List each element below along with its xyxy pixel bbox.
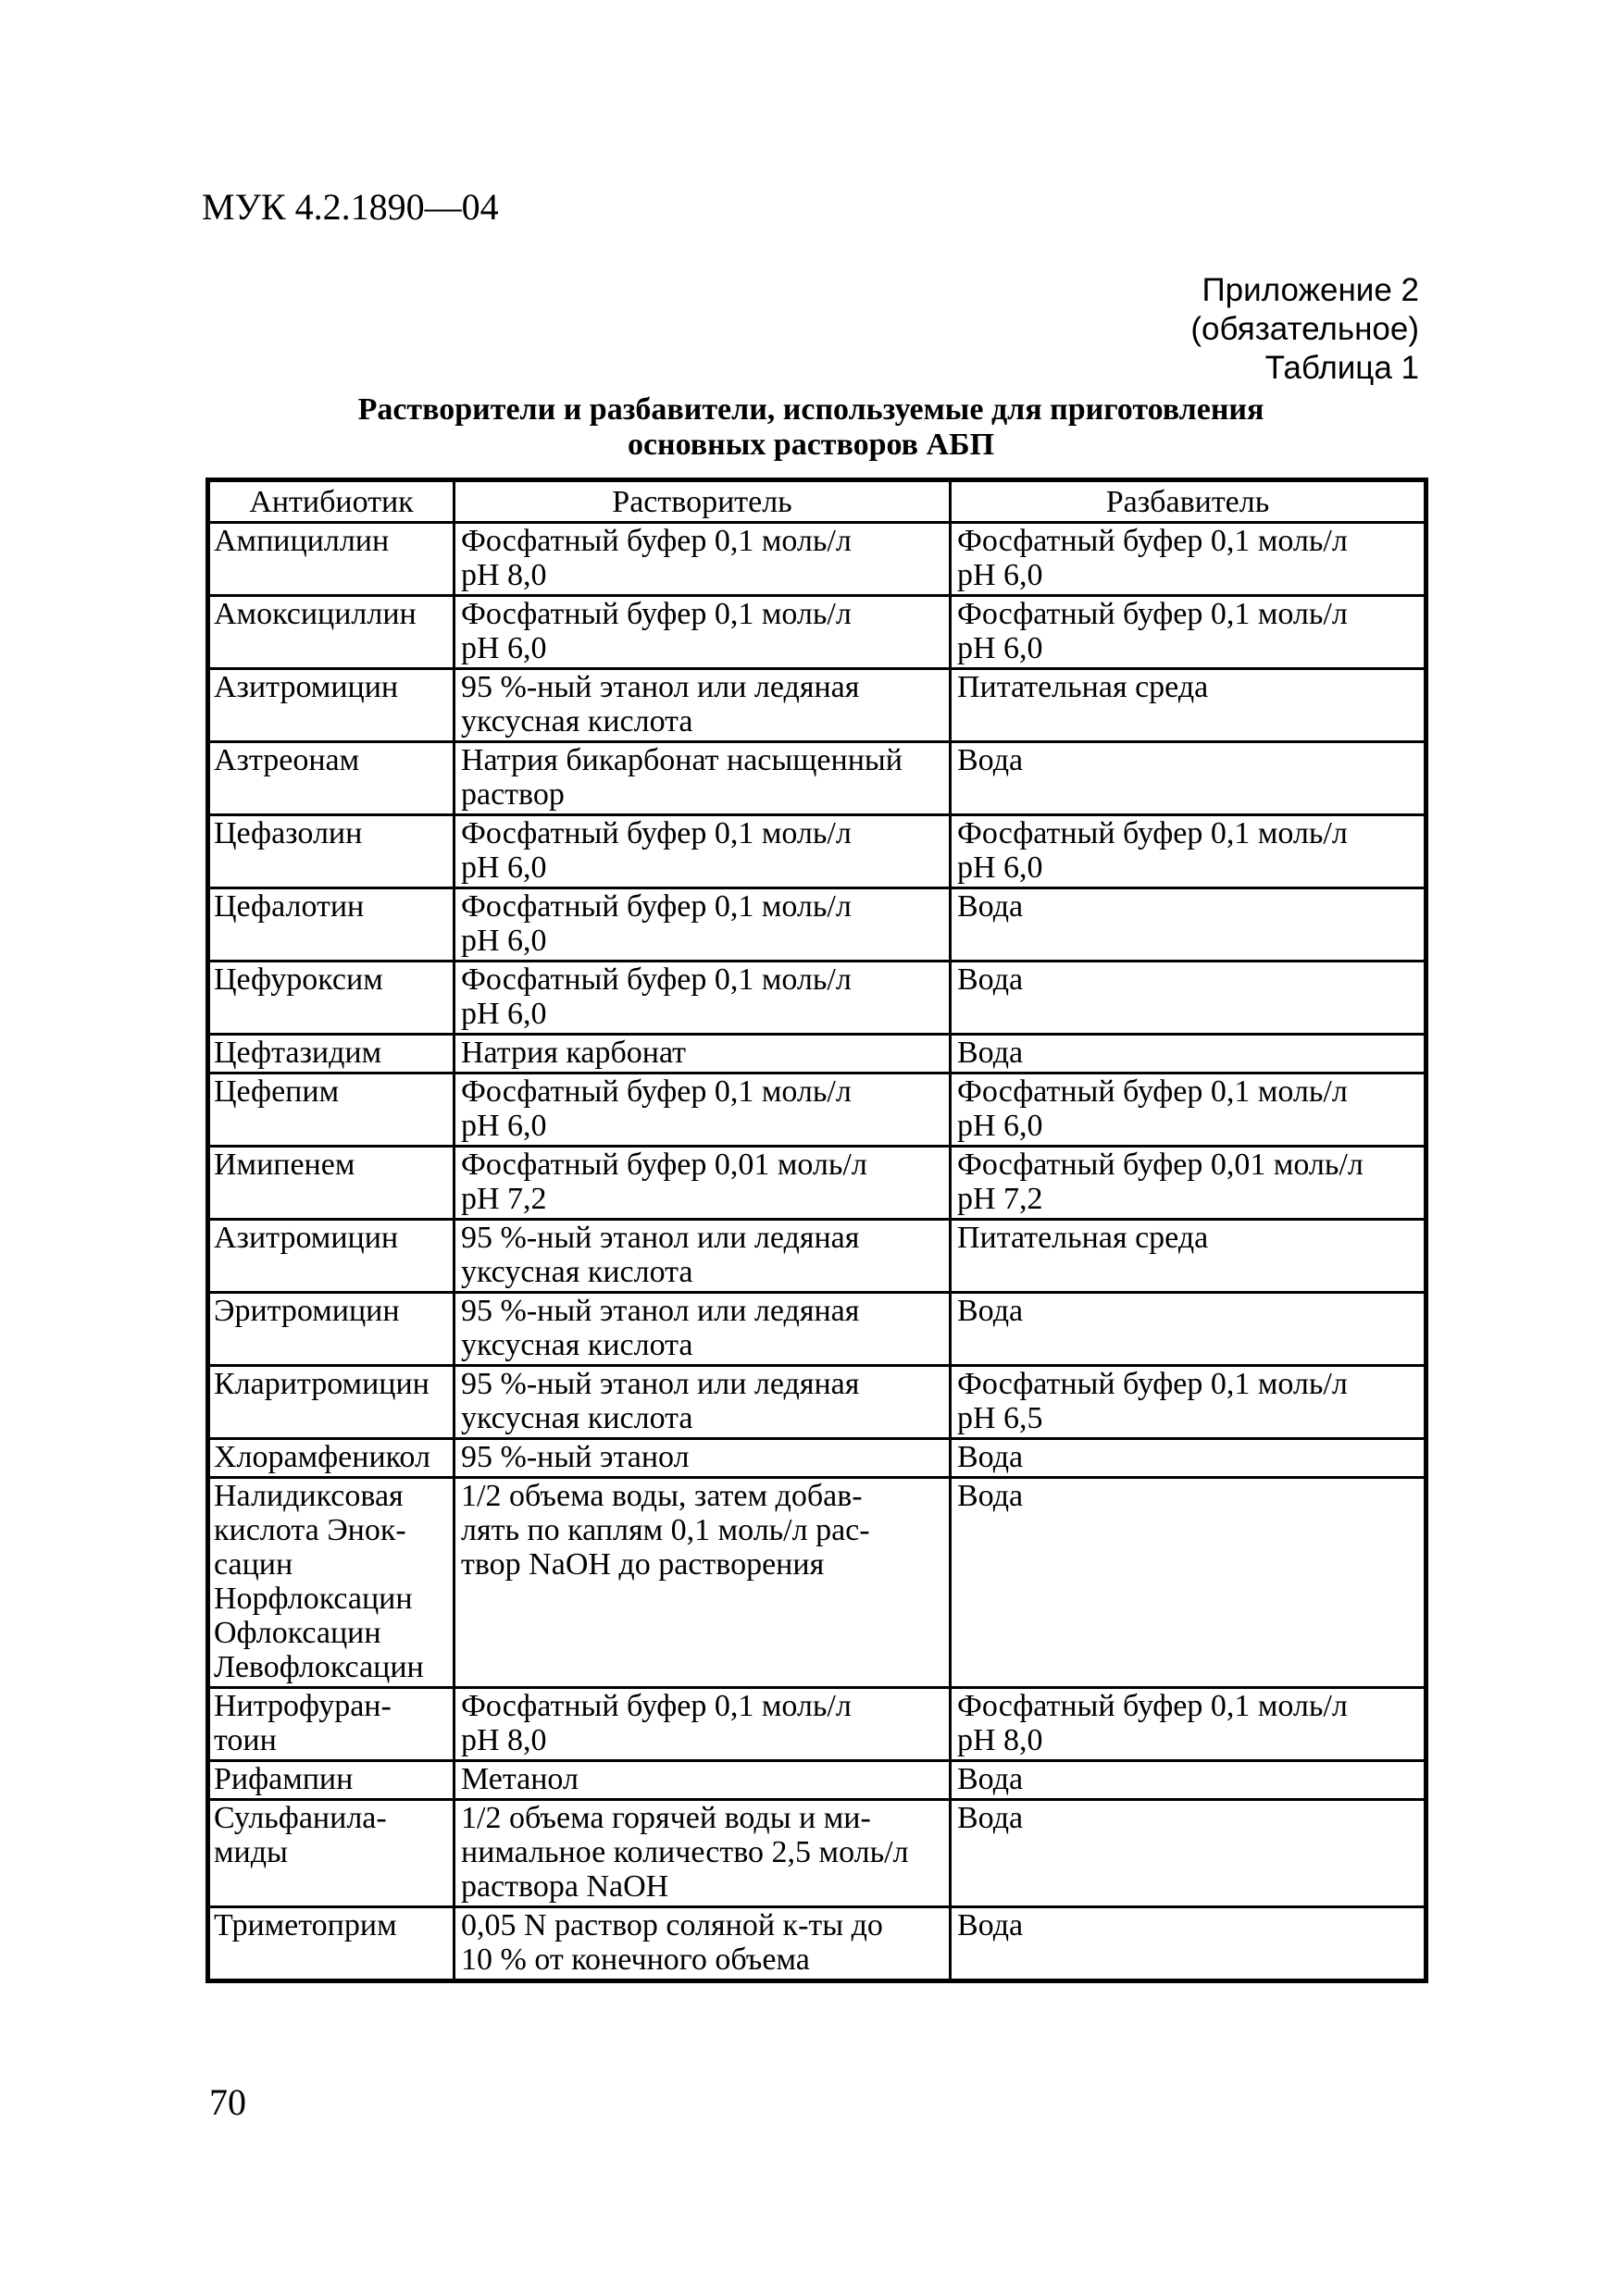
table-title-line-1: Растворители и разбавители, используемые для приготовления xyxy=(357,392,1264,427)
solvent-cell: Фосфатный буфер 0,1 моль/л рН 6,0 xyxy=(455,815,951,888)
appendix-status: (обязательное) xyxy=(1190,311,1419,347)
solvent-cell: 1/2 объема воды, затем добав- лять по каплям 0,1 моль/л рас- твор NaOH до растворения xyxy=(455,1478,951,1688)
document-code: МУК 4.2.1890—04 xyxy=(202,186,499,228)
diluent-cell: Вода xyxy=(951,1035,1426,1074)
antibiotic-cell: Рифампин xyxy=(208,1761,455,1800)
diluent-cell: Вода xyxy=(951,962,1426,1035)
solvent-cell: Натрия карбонат xyxy=(455,1035,951,1074)
solvent-cell: Фосфатный буфер 0,1 моль/л рН 6,0 xyxy=(455,888,951,962)
antibiotic-cell: Азитромицин xyxy=(208,1220,455,1293)
diluent-cell: Вода xyxy=(951,1439,1426,1478)
table-row xyxy=(208,1688,1426,1761)
table-number: Таблица 1 xyxy=(1264,350,1419,386)
diluent-cell: Фосфатный буфер 0,1 моль/л рН 8,0 xyxy=(951,1688,1426,1761)
page-number: 70 xyxy=(209,2081,246,2123)
solvent-cell: 95 %-ный этанол или ледяная уксусная кислота xyxy=(455,1293,951,1366)
solvent-cell: 95 %-ный этанол или ледяная уксусная кислота xyxy=(455,1220,951,1293)
antibiotic-cell: Цефазолин xyxy=(208,815,455,888)
table-row xyxy=(208,669,1426,742)
diluent-cell: Вода xyxy=(951,1907,1426,1981)
table-row xyxy=(208,1761,1426,1800)
table-row xyxy=(208,1293,1426,1366)
antibiotic-cell: Хлорамфеникол xyxy=(208,1439,455,1478)
table-row xyxy=(208,1439,1426,1478)
antibiotic-cell: Ампициллин xyxy=(208,523,455,596)
table-row xyxy=(208,523,1426,596)
antibiotic-cell: Эритромицин xyxy=(208,1293,455,1366)
solvent-cell: 95 %-ный этанол или ледяная уксусная кислота xyxy=(455,669,951,742)
column-header-diluent: Разбавитель xyxy=(951,480,1426,523)
column-header-solvent: Растворитель xyxy=(455,480,951,523)
antibiotic-cell: Цефтазидим xyxy=(208,1035,455,1074)
antibiotic-cell: Азитромицин xyxy=(208,669,455,742)
table-row xyxy=(208,1907,1426,1981)
diluent-cell: Питательная среда xyxy=(951,669,1426,742)
appendix-label xyxy=(771,271,1419,388)
appendix-number: Приложение 2 xyxy=(1202,272,1419,308)
diluent-cell: Вода xyxy=(951,1800,1426,1907)
solvent-cell: Фосфатный буфер 0,1 моль/л рН 6,0 xyxy=(455,1074,951,1147)
solvent-cell: 1/2 объема горячей воды и ми- нимальное количество 2,5 моль/л раствора NaOH xyxy=(455,1800,951,1907)
antibiotic-cell: Имипенем xyxy=(208,1147,455,1220)
table-row xyxy=(208,1800,1426,1907)
column-header-antibiotic: Антибиотик xyxy=(208,480,455,523)
table-row xyxy=(208,888,1426,962)
solvents-table xyxy=(205,478,1428,1983)
solvent-cell: Фосфатный буфер 0,1 моль/л рН 6,0 xyxy=(455,596,951,669)
diluent-cell: Вода xyxy=(951,888,1426,962)
table-row xyxy=(208,1147,1426,1220)
table-body xyxy=(208,523,1426,1981)
antibiotic-cell: Цефалотин xyxy=(208,888,455,962)
solvent-cell: Метанол xyxy=(455,1761,951,1800)
solvent-cell: Фосфатный буфер 0,1 моль/л рН 6,0 xyxy=(455,962,951,1035)
diluent-cell: Вода xyxy=(951,1293,1426,1366)
table-row xyxy=(208,1220,1426,1293)
antibiotic-cell: Цефуроксим xyxy=(208,962,455,1035)
diluent-cell: Питательная среда xyxy=(951,1220,1426,1293)
diluent-cell: Фосфатный буфер 0,1 моль/л рН 6,0 xyxy=(951,1074,1426,1147)
table-row xyxy=(208,1478,1426,1688)
solvent-cell: 95 %-ный этанол xyxy=(455,1439,951,1478)
table-row xyxy=(208,1074,1426,1147)
antibiotic-cell: Триметоприм xyxy=(208,1907,455,1981)
antibiotic-cell: Налидиксовая кислота Энок- сацин Норфлоксацин Офлоксацин Левофлоксацин xyxy=(208,1478,455,1688)
antibiotic-cell: Азтреонам xyxy=(208,742,455,815)
solvent-cell: Фосфатный буфер 0,1 моль/л рН 8,0 xyxy=(455,1688,951,1761)
diluent-cell: Фосфатный буфер 0,1 моль/л рН 6,0 xyxy=(951,596,1426,669)
antibiotic-cell: Цефепим xyxy=(208,1074,455,1147)
solvent-cell: Фосфатный буфер 0,01 моль/л рН 7,2 xyxy=(455,1147,951,1220)
table-row xyxy=(208,1366,1426,1439)
table-row xyxy=(208,962,1426,1035)
table-title xyxy=(202,392,1420,463)
antibiotic-cell: Сульфанила- миды xyxy=(208,1800,455,1907)
solvent-cell: 0,05 N раствор соляной к-ты до 10 % от конечного объема xyxy=(455,1907,951,1981)
diluent-cell: Вода xyxy=(951,1761,1426,1800)
solvent-cell: Фосфатный буфер 0,1 моль/л рН 8,0 xyxy=(455,523,951,596)
diluent-cell: Фосфатный буфер 0,1 моль/л рН 6,0 xyxy=(951,523,1426,596)
table-row xyxy=(208,1035,1426,1074)
antibiotic-cell: Амоксициллин xyxy=(208,596,455,669)
antibiotic-cell: Кларитромицин xyxy=(208,1366,455,1439)
table-row xyxy=(208,815,1426,888)
diluent-cell: Вода xyxy=(951,1478,1426,1688)
table-row xyxy=(208,742,1426,815)
diluent-cell: Фосфатный буфер 0,01 моль/л рН 7,2 xyxy=(951,1147,1426,1220)
diluent-cell: Фосфатный буфер 0,1 моль/л рН 6,0 xyxy=(951,815,1426,888)
solvent-cell: 95 %-ный этанол или ледяная уксусная кислота xyxy=(455,1366,951,1439)
antibiotic-cell: Нитрофуран- тоин xyxy=(208,1688,455,1761)
table-header-row xyxy=(208,480,1426,523)
solvent-cell: Натрия бикарбонат насыщенный раствор xyxy=(455,742,951,815)
table-title-line-2: основных растворов АБП xyxy=(627,428,995,462)
diluent-cell: Вода xyxy=(951,742,1426,815)
table-row xyxy=(208,596,1426,669)
diluent-cell: Фосфатный буфер 0,1 моль/л рН 6,5 xyxy=(951,1366,1426,1439)
